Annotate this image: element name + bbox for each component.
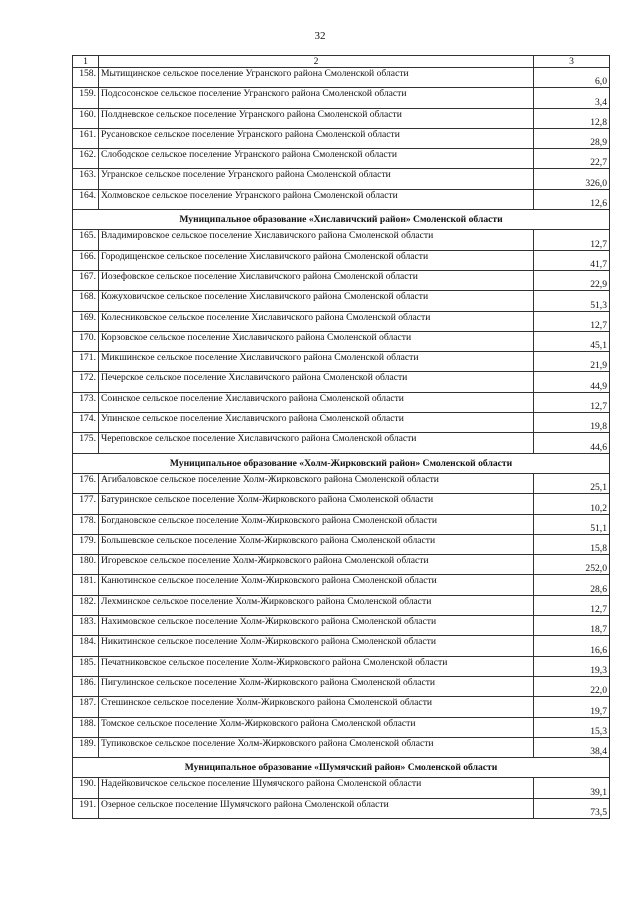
row-value: 15,3 <box>534 717 610 737</box>
row-number: 184. <box>73 636 99 656</box>
row-value: 19,8 <box>534 413 610 433</box>
row-number: 160. <box>73 108 99 128</box>
table-row <box>73 534 610 554</box>
row-number: 165. <box>73 230 99 250</box>
table-row <box>73 108 610 128</box>
row-number: 185. <box>73 656 99 676</box>
row-value: 12,7 <box>534 311 610 331</box>
settlement-name: Пигулинское сельское поселение Холм-Жирковского района Смоленской области <box>99 676 534 696</box>
row-number: 183. <box>73 616 99 636</box>
settlement-name: Большевское сельское поселение Холм-Жирковского района Смоленской области <box>99 534 534 554</box>
settlement-name: Богдановское сельское поселение Холм-Жирковского района Смоленской области <box>99 514 534 534</box>
table-body <box>73 56 610 819</box>
row-number: 164. <box>73 189 99 209</box>
row-value: 41,7 <box>534 250 610 270</box>
table-row <box>73 230 610 250</box>
row-value: 252,0 <box>534 555 610 575</box>
table-row <box>73 717 610 737</box>
table-row <box>73 676 610 696</box>
settlement-name: Упинское сельское поселение Хиславичского района Смоленской области <box>99 413 534 433</box>
row-number: 166. <box>73 250 99 270</box>
table-row <box>73 149 610 169</box>
row-number: 181. <box>73 575 99 595</box>
row-value: 45,1 <box>534 331 610 351</box>
row-value: 44,6 <box>534 433 610 453</box>
row-number: 182. <box>73 595 99 615</box>
row-number: 176. <box>73 473 99 493</box>
row-value: 12,7 <box>534 392 610 412</box>
settlement-name: Игоревское сельское поселение Холм-Жирковского района Смоленской области <box>99 555 534 575</box>
row-number: 163. <box>73 169 99 189</box>
row-value: 19,3 <box>534 656 610 676</box>
table-row <box>73 128 610 148</box>
table-row <box>73 68 610 88</box>
settlement-name: Корзовское сельское поселение Хиславичского района Смоленской области <box>99 331 534 351</box>
table-row <box>73 514 610 534</box>
row-value: 6,0 <box>534 68 610 88</box>
table-row <box>73 575 610 595</box>
row-value: 22,7 <box>534 149 610 169</box>
settlement-name: Агибаловское сельское поселение Холм-Жирковского района Смоленской области <box>99 473 534 493</box>
settlement-name: Городищенское сельское поселение Хиславичского района Смоленской области <box>99 250 534 270</box>
row-value: 16,6 <box>534 636 610 656</box>
table-row <box>73 352 610 372</box>
row-number: 161. <box>73 128 99 148</box>
settlement-name: Стешинское сельское поселение Холм-Жирковского района Смоленской области <box>99 697 534 717</box>
row-value: 28,6 <box>534 575 610 595</box>
settlement-name: Мытищинское сельское поселение Угранского района Смоленской области <box>99 68 534 88</box>
table-row <box>73 616 610 636</box>
table-row <box>73 697 610 717</box>
settlement-name: Холмовское сельское поселение Угранского района Смоленской области <box>99 189 534 209</box>
table-row <box>73 372 610 392</box>
row-number: 170. <box>73 331 99 351</box>
row-number: 167. <box>73 270 99 290</box>
row-value: 44,9 <box>534 372 610 392</box>
settlement-name: Угранское сельское поселение Угранского района Смоленской области <box>99 169 534 189</box>
settlement-name: Печерское сельское поселение Хиславичского района Смоленской области <box>99 372 534 392</box>
settlement-name: Озерное сельское поселение Шумячского района Смоленской области <box>99 798 534 818</box>
table-row <box>73 473 610 493</box>
row-value: 51,1 <box>534 514 610 534</box>
settlement-name: Соинское сельское поселение Хиславичского района Смоленской области <box>99 392 534 412</box>
settlement-name: Канютинское сельское поселение Холм-Жирковского района Смоленской области <box>99 575 534 595</box>
row-value: 39,1 <box>534 778 610 798</box>
settlement-name: Печатниковское сельское поселение Холм-Жирковского района Смоленской области <box>99 656 534 676</box>
row-value: 12,8 <box>534 108 610 128</box>
row-number: 191. <box>73 798 99 818</box>
settlement-name: Лехминское сельское поселение Холм-Жирковского района Смоленской области <box>99 595 534 615</box>
row-value: 15,8 <box>534 534 610 554</box>
table-row <box>73 189 610 209</box>
row-number: 158. <box>73 68 99 88</box>
table-row <box>73 595 610 615</box>
page-number: 32 <box>314 30 326 42</box>
settlements-table <box>72 55 610 819</box>
section-title: Муниципальное образование «Холм-Жирковский район» Смоленской области <box>73 453 610 473</box>
settlement-name: Надейковичское сельское поселение Шумячского района Смоленской области <box>99 778 534 798</box>
row-number: 188. <box>73 717 99 737</box>
row-number: 177. <box>73 494 99 514</box>
row-number: 180. <box>73 555 99 575</box>
row-value: 22,9 <box>534 270 610 290</box>
table-row <box>73 778 610 798</box>
table-row <box>73 555 610 575</box>
table-row <box>73 291 610 311</box>
settlement-name: Тупиковское сельское поселение Холм-Жирковского района Смоленской области <box>99 737 534 757</box>
table-row <box>73 392 610 412</box>
settlement-name: Кожуховичское сельское поселение Хиславичского района Смоленской области <box>99 291 534 311</box>
settlement-name: Микшинское сельское поселение Хиславичского района Смоленской области <box>99 352 534 372</box>
row-number: 168. <box>73 291 99 311</box>
table-row <box>73 270 610 290</box>
row-number: 190. <box>73 778 99 798</box>
table-row <box>73 88 610 108</box>
table-row <box>73 656 610 676</box>
table-row <box>73 433 610 453</box>
section-title: Муниципальное образование «Хиславичский район» Смоленской области <box>73 210 610 230</box>
row-number: 186. <box>73 676 99 696</box>
row-value: 12,6 <box>534 189 610 209</box>
table-row <box>73 331 610 351</box>
column-header-1: 1 <box>73 56 99 68</box>
row-number: 159. <box>73 88 99 108</box>
row-value: 22,0 <box>534 676 610 696</box>
table-row <box>73 494 610 514</box>
section-header-row <box>73 210 610 230</box>
settlement-name: Подсосонское сельское поселение Угранского района Смоленской области <box>99 88 534 108</box>
row-value: 21,9 <box>534 352 610 372</box>
table-header-row <box>73 56 610 68</box>
row-number: 179. <box>73 534 99 554</box>
settlement-name: Русановское сельское поселение Угранского района Смоленской области <box>99 128 534 148</box>
table-row <box>73 169 610 189</box>
row-value: 12,7 <box>534 595 610 615</box>
settlement-name: Владимировское сельское поселение Хиславичского района Смоленской области <box>99 230 534 250</box>
row-number: 174. <box>73 413 99 433</box>
row-number: 169. <box>73 311 99 331</box>
settlement-name: Колесниковское сельское поселение Хиславичского района Смоленской области <box>99 311 534 331</box>
row-number: 189. <box>73 737 99 757</box>
row-number: 171. <box>73 352 99 372</box>
settlement-name: Иозефовское сельское поселение Хиславичского района Смоленской области <box>99 270 534 290</box>
row-value: 19,7 <box>534 697 610 717</box>
section-header-row <box>73 758 610 778</box>
row-number: 162. <box>73 149 99 169</box>
settlement-name: Никитинское сельское поселение Холм-Жирковского района Смоленской области <box>99 636 534 656</box>
settlement-name: Батуринское сельское поселение Холм-Жирковского района Смоленской области <box>99 494 534 514</box>
row-value: 25,1 <box>534 473 610 493</box>
row-value: 73,5 <box>534 798 610 818</box>
table-row <box>73 311 610 331</box>
column-header-3: 3 <box>534 56 610 68</box>
table-row <box>73 737 610 757</box>
settlement-name: Томское сельское поселение Холм-Жирковского района Смоленской области <box>99 717 534 737</box>
row-value: 10,2 <box>534 494 610 514</box>
row-value: 3,4 <box>534 88 610 108</box>
row-value: 326,0 <box>534 169 610 189</box>
table-row <box>73 250 610 270</box>
column-header-2: 2 <box>99 56 534 68</box>
row-number: 178. <box>73 514 99 534</box>
table-row <box>73 413 610 433</box>
row-value: 38,4 <box>534 737 610 757</box>
settlement-name: Нахимовское сельское поселение Холм-Жирковского района Смоленской области <box>99 616 534 636</box>
table-row <box>73 798 610 818</box>
row-number: 173. <box>73 392 99 412</box>
row-value: 28,9 <box>534 128 610 148</box>
table-row <box>73 636 610 656</box>
row-number: 172. <box>73 372 99 392</box>
row-number: 175. <box>73 433 99 453</box>
row-value: 12,7 <box>534 230 610 250</box>
settlement-name: Слободское сельское поселение Угранского района Смоленской области <box>99 149 534 169</box>
row-number: 187. <box>73 697 99 717</box>
settlement-name: Полдневское сельское поселение Угранского района Смоленской области <box>99 108 534 128</box>
row-value: 18,7 <box>534 616 610 636</box>
row-value: 51,3 <box>534 291 610 311</box>
settlement-name: Череповское сельское поселение Хиславичского района Смоленской области <box>99 433 534 453</box>
section-title: Муниципальное образование «Шумячский район» Смоленской области <box>73 758 610 778</box>
section-header-row <box>73 453 610 473</box>
